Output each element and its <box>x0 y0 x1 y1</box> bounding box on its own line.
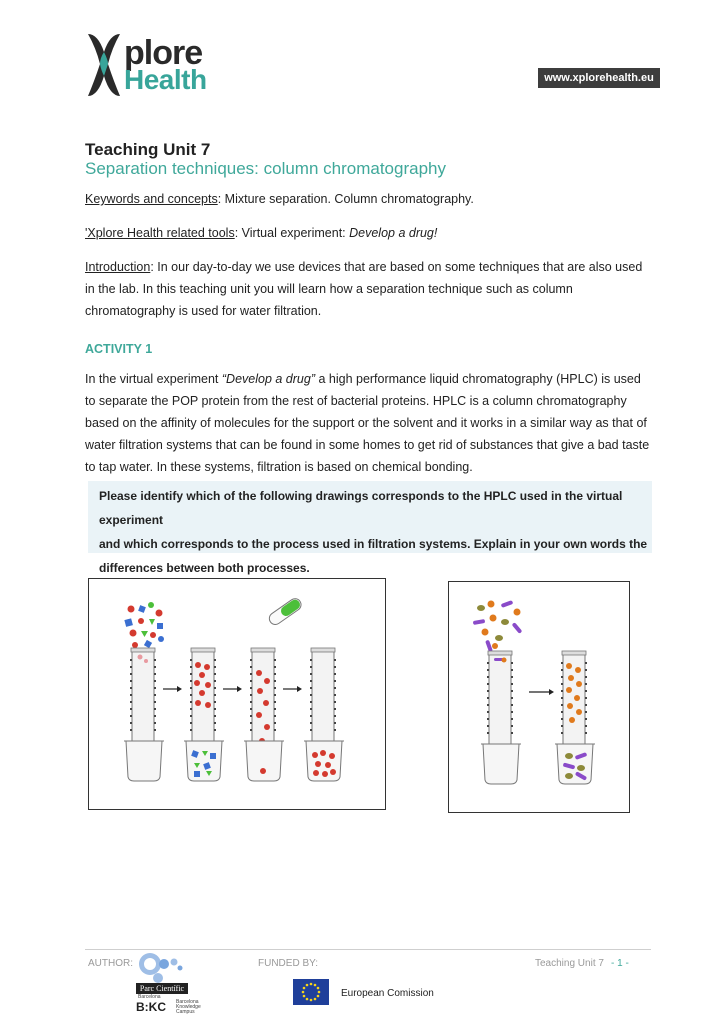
arrow-1 <box>163 686 182 692</box>
figure-filtration-svg <box>449 582 629 812</box>
footer-funded-label: FUNDED BY: <box>258 958 319 969</box>
author-logo <box>136 950 206 1020</box>
task-line-3: differences between both processes. <box>99 561 310 575</box>
filtration-beaker-1 <box>481 744 521 784</box>
task-text <box>99 484 651 580</box>
logo-text-health: Health <box>124 64 207 95</box>
footer-page-number: - 1 - <box>611 958 629 969</box>
partner-short: B:KC <box>136 1000 166 1014</box>
beaker-1 <box>124 741 164 781</box>
tools-text: : Virtual experiment: <box>234 226 350 240</box>
unit-subtitle: Separation techniques: column chromatography <box>85 159 446 178</box>
partner-long-1: Barcelona <box>176 999 199 1005</box>
partner-city: Barcelona <box>138 994 161 1000</box>
activity-line-4: water filtration systems that can be found in some homes to get rid of substances that give a bad taste <box>85 438 650 452</box>
partner-long-2: Knowledge <box>176 1004 201 1010</box>
footer-author-label: AUTHOR: <box>88 958 133 969</box>
activity-heading: ACTIVITY 1 <box>85 342 153 356</box>
task-line-1: Please identify which of the following drawings corresponds to the HPLC used in the virtual experiment <box>99 489 623 527</box>
tools-link[interactable]: Develop a drug! <box>349 226 438 240</box>
keywords-paragraph <box>85 188 655 210</box>
pcb-bubbles-icon <box>136 950 206 984</box>
funder-name: European Comission <box>341 988 434 999</box>
arrow-2 <box>223 686 242 692</box>
keywords-text: : Mixture separation. Column chromatography. <box>217 192 474 206</box>
partner-name: Parc Científic <box>136 983 188 994</box>
figure-hplc-svg <box>89 579 385 809</box>
website-badge[interactable]: www.xplorehealth.eu <box>538 68 660 88</box>
reagent-tube-icon <box>267 596 303 626</box>
filtration-beaker-2 <box>555 744 595 784</box>
beaker-4 <box>304 741 344 781</box>
beaker-2 <box>184 741 224 781</box>
unit-title: Teaching Unit 7 <box>85 140 211 159</box>
footer-unit-label: Teaching Unit 7 <box>535 958 604 969</box>
filtration-mixture-particles <box>473 600 523 652</box>
mixture-particles <box>124 602 164 648</box>
logo-text-plore: plore <box>124 34 203 72</box>
keywords-label: Keywords and concepts <box>85 192 218 206</box>
tools-paragraph <box>85 222 655 244</box>
xplore-x-logo-icon <box>84 30 124 100</box>
activity-line-1-start: In the virtual experiment <box>85 372 222 386</box>
beaker-3 <box>244 741 284 781</box>
eu-flag-icon <box>293 979 329 1005</box>
intro-paragraph <box>85 256 655 322</box>
intro-line-2: in the lab. In this teaching unit you will learn how a separation technique such as column <box>85 282 573 296</box>
activity-line-5: to tap water. In these systems, filtration is based on chemical bonding. <box>85 460 473 474</box>
filtration-arrow <box>529 689 554 695</box>
figure-filtration-drawing <box>448 581 630 813</box>
partner-long-3: Campus <box>176 1009 195 1015</box>
activity-line-2: to separate the POP protein from the rest of bacterial proteins. HPLC is a column chromatography <box>85 394 627 408</box>
activity-line-1-end: a high performance liquid chromatography (HPLC) is used <box>314 372 641 386</box>
arrow-3 <box>283 686 302 692</box>
activity-line-1-italic: “Develop a drug” <box>221 372 315 386</box>
task-line-2: and which corresponds to the process used in filtration systems. Explain in your own words the <box>99 537 648 551</box>
intro-label: Introduction <box>85 260 151 274</box>
tools-label: 'Xplore Health related tools <box>85 226 235 240</box>
figure-hplc-drawing <box>88 578 386 810</box>
activity-line-3: based on the affinity of molecules for the support or the solvent and it works in a similar way as that of <box>85 416 647 430</box>
activity-paragraph <box>85 368 655 478</box>
intro-line-3: chromatography is used for water filtration. <box>85 304 322 318</box>
intro-line-1: : In our day-to-day we use devices that are based on some techniques that are also used <box>150 260 643 274</box>
partner-long <box>176 1000 201 1015</box>
